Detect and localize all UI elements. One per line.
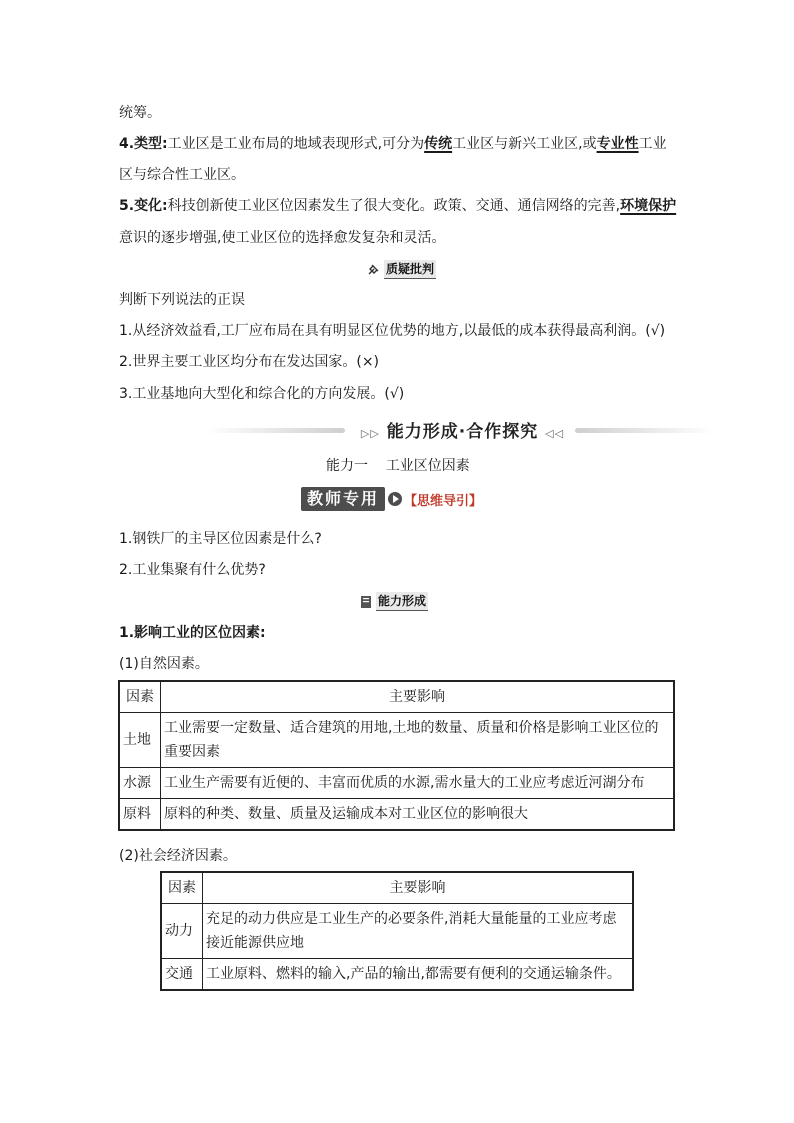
banner-title: 能力形成·合作探究	[386, 422, 539, 442]
text-span: 科技创新使工业区位因素发生了很大变化。政策、交通、通信网络的完善,	[167, 198, 621, 214]
text-line	[119, 228, 445, 248]
pushpin-icon	[366, 263, 380, 277]
guide-label: 【思维导引】	[404, 493, 483, 509]
banner-bar-left	[205, 428, 345, 433]
teacher-only-tag	[301, 487, 482, 511]
book-icon	[360, 595, 372, 609]
text-span: 工业	[638, 136, 667, 152]
item-number: 4.	[119, 136, 135, 152]
social-factors-label: (2)社会经济因素。	[119, 848, 237, 864]
text-span: 意识的逐步增强,使工业区位的选择愈发复杂和灵活。	[119, 230, 446, 246]
table-cell: 原料	[119, 799, 161, 831]
critique-item: 3.工业基地向大型化和综合化的方向发展。(√)	[119, 386, 405, 402]
table-row	[119, 768, 674, 799]
text-line	[119, 134, 667, 154]
table-cell: 土地	[119, 713, 161, 768]
table-row	[119, 713, 674, 768]
arrow-left-icon: ◁◁	[545, 427, 565, 440]
critique-badge	[366, 260, 436, 279]
item-label: 变化:	[134, 198, 168, 214]
table-header-row	[119, 681, 674, 713]
critique-intro: 判断下列说法的正误	[119, 292, 245, 308]
underlined-term: 传统	[424, 136, 453, 152]
table-cell: 原料的种类、数量、质量及运输成本对工业区位的影响很大	[161, 799, 675, 831]
critique-item: 2.世界主要工业区均分布在发达国家。(×)	[119, 354, 380, 370]
table-header: 因素	[161, 872, 203, 904]
item-label: 类型:	[134, 136, 168, 152]
section-subtitle: 能力一 工业区位因素	[326, 458, 470, 474]
teacher-label: 教师专用	[301, 487, 385, 511]
table-header-row	[161, 872, 633, 904]
question: 1.钢铁厂的主导区位因素是什么?	[119, 531, 322, 547]
table-header: 主要影响	[203, 872, 634, 904]
text-line	[119, 196, 676, 216]
banner-title-wrap	[350, 417, 575, 442]
question: 2.工业集聚有什么优势?	[119, 562, 266, 578]
text-line	[119, 165, 245, 185]
text-line	[119, 103, 161, 123]
table-row	[161, 959, 633, 991]
table-row	[119, 799, 674, 831]
text-span: 统筹。	[119, 105, 161, 121]
table-cell: 工业生产需要有近便的、丰富而优质的水源,需水量大的工业应考虑近河湖分布	[161, 768, 675, 799]
table-cell: 工业需要一定数量、适合建筑的用地,土地的数量、质量和价格是影响工业区位的重要因素	[161, 713, 675, 768]
table-cell: 水源	[119, 768, 161, 799]
social-factors-table	[160, 871, 634, 991]
table-header: 因素	[119, 681, 161, 713]
play-icon	[388, 492, 402, 506]
underlined-term: 专业性	[596, 136, 639, 152]
ability-badge	[360, 592, 428, 611]
table-cell: 工业原料、燃料的输入,产品的输出,都需要有便利的交通运输条件。	[203, 959, 634, 991]
table-cell: 交通	[161, 959, 203, 991]
critique-item: 1.从经济效益看,工厂应布局在具有明显区位优势的地方,以最低的成本获得最高利润。(√)	[119, 323, 666, 339]
badge-label: 质疑批判	[384, 260, 436, 279]
table-header: 主要影响	[161, 681, 675, 713]
text-span: 工业区是工业布局的地域表现形式,可分为	[167, 136, 425, 152]
banner-bar-right	[575, 428, 715, 433]
natural-factors-label: (1)自然因素。	[119, 656, 209, 672]
section-banner	[205, 417, 715, 443]
arrow-right-icon: ▷▷	[360, 427, 380, 440]
natural-factors-table	[118, 680, 675, 831]
text-span: 区与综合性工业区。	[119, 167, 245, 183]
badge-label: 能力形成	[376, 592, 428, 611]
section-heading: 1.影响工业的区位因素:	[119, 625, 266, 641]
table-cell: 动力	[161, 904, 203, 959]
table-cell: 充足的动力供应是工业生产的必要条件,消耗大量能量的工业应考虑接近能源供应地	[203, 904, 634, 959]
item-number: 5.	[119, 198, 135, 214]
underlined-term: 环境保护	[620, 198, 677, 214]
table-row	[161, 904, 633, 959]
text-span: 工业区与新兴工业区,或	[452, 136, 597, 152]
